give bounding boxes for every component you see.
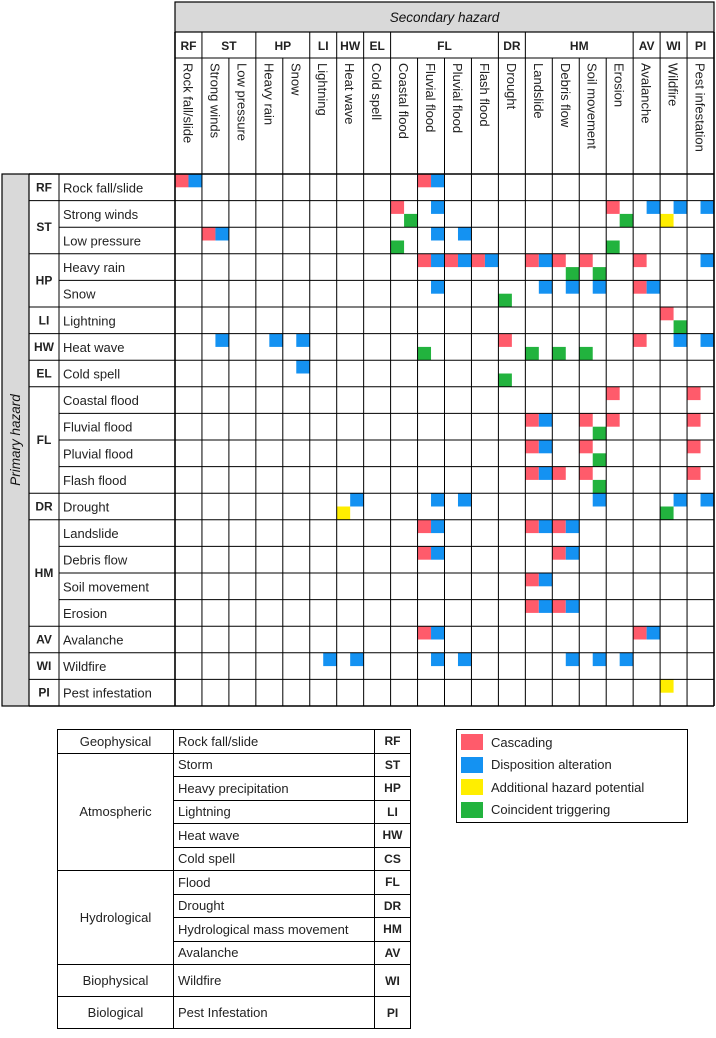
cell-mark xyxy=(552,600,565,613)
cell-mark xyxy=(566,280,579,293)
cell-mark xyxy=(660,307,673,320)
row-hazard-label: Low pressure xyxy=(63,233,142,249)
cell-mark xyxy=(296,360,309,373)
column-hazard-label: Heat wave xyxy=(342,63,358,125)
legend-table-row xyxy=(58,871,411,895)
row-hazard-label: Pest infestation xyxy=(63,685,152,701)
cell-mark xyxy=(431,174,444,187)
cell-mark xyxy=(593,480,606,493)
cell-mark xyxy=(552,520,565,533)
cell-mark xyxy=(687,440,700,453)
hazard-classification-table xyxy=(57,729,411,1029)
cell-mark xyxy=(431,254,444,267)
cell-mark xyxy=(498,294,511,307)
cell-mark xyxy=(660,214,673,227)
cell-mark xyxy=(391,241,404,254)
cell-mark xyxy=(539,520,552,533)
cell-mark xyxy=(525,520,538,533)
cell-mark xyxy=(202,227,215,240)
row-hazard-label: Avalanche xyxy=(63,632,124,648)
cell-mark xyxy=(620,214,633,227)
legend-swatch xyxy=(461,779,483,795)
cell-mark xyxy=(539,600,552,613)
cell-mark xyxy=(445,254,458,267)
column-hazard-label: Soil movement xyxy=(584,63,600,149)
cell-mark xyxy=(431,227,444,240)
cell-mark xyxy=(552,467,565,480)
hazard-code-cell: RF xyxy=(375,730,411,754)
legend-swatch xyxy=(461,734,483,750)
cell-mark xyxy=(593,493,606,506)
cell-mark xyxy=(579,254,592,267)
cell-mark xyxy=(525,254,538,267)
row-group-code-li: LI xyxy=(38,313,50,328)
row-hazard-label: Erosion xyxy=(63,605,108,621)
hazard-name-cell: Avalanche xyxy=(174,941,375,965)
group-code-rf: RF xyxy=(180,39,197,53)
cell-mark xyxy=(269,334,282,347)
cell-mark xyxy=(350,493,363,506)
cell-mark xyxy=(593,453,606,466)
column-hazard-label: Avalanche xyxy=(638,63,654,124)
row-hazard-label: Heat wave xyxy=(63,339,125,355)
cell-mark xyxy=(579,413,592,426)
cell-mark xyxy=(471,254,484,267)
cell-mark xyxy=(418,174,431,187)
cell-mark xyxy=(458,254,471,267)
cell-mark xyxy=(606,413,619,426)
cell-mark xyxy=(674,334,687,347)
cell-mark xyxy=(633,254,646,267)
cell-mark xyxy=(296,334,309,347)
cell-mark xyxy=(566,267,579,280)
cell-mark xyxy=(458,493,471,506)
row-hazard-label: Snow xyxy=(63,286,96,302)
column-hazard-label: Pest infestation xyxy=(692,63,708,152)
row-group-code-hm: HM xyxy=(34,566,54,580)
cell-mark xyxy=(593,427,606,440)
hazard-name-cell: Lightning xyxy=(174,800,375,824)
column-hazard-label: Strong winds xyxy=(207,63,223,139)
cell-mark xyxy=(391,201,404,214)
cell-mark xyxy=(539,467,552,480)
cell-mark xyxy=(485,254,498,267)
hazard-name-cell: Hydrological mass movement xyxy=(174,918,375,942)
legend-table-row xyxy=(58,997,411,1029)
cell-mark xyxy=(633,334,646,347)
cell-mark xyxy=(606,387,619,400)
cell-mark xyxy=(350,653,363,666)
group-code-el: EL xyxy=(369,39,385,53)
row-hazard-label: Drought xyxy=(63,499,110,515)
column-hazard-label: Flash flood xyxy=(476,63,492,127)
column-hazard-label: Pluvial flood xyxy=(449,63,465,134)
row-group-code-el: EL xyxy=(36,366,52,381)
category-cell: Atmospheric xyxy=(58,753,174,871)
group-code-st: ST xyxy=(221,39,237,53)
cell-mark xyxy=(525,413,538,426)
cell-mark xyxy=(620,653,633,666)
legend-label: Coincident triggering xyxy=(491,802,611,817)
cell-mark xyxy=(579,440,592,453)
hazard-code-cell: LI xyxy=(375,800,411,824)
category-cell: Geophysical xyxy=(58,730,174,754)
row-hazard-label: Debris flow xyxy=(63,552,128,568)
hazard-code-cell: PI xyxy=(375,997,411,1029)
row-group-code-av: AV xyxy=(36,632,52,647)
hazard-code-cell: HM xyxy=(375,918,411,942)
group-code-hm: HM xyxy=(569,39,589,53)
legend-table-row xyxy=(58,730,411,754)
cell-mark xyxy=(552,254,565,267)
cell-mark xyxy=(633,280,646,293)
hazard-code-cell: CS xyxy=(375,847,411,871)
cell-mark xyxy=(323,653,336,666)
hazard-code-cell: WI xyxy=(375,965,411,997)
legend-entry xyxy=(461,757,612,773)
legend-swatch xyxy=(461,757,483,773)
cell-mark xyxy=(566,600,579,613)
hazard-code-cell: ST xyxy=(375,753,411,777)
cell-mark xyxy=(539,573,552,586)
cell-mark xyxy=(674,201,687,214)
column-hazard-label: Low pressure xyxy=(234,63,250,142)
row-hazard-label: Wildfire xyxy=(63,659,107,675)
cell-mark xyxy=(701,201,714,214)
hazard-name-cell: Wildfire xyxy=(174,965,375,997)
cell-mark xyxy=(606,201,619,214)
category-cell: Hydrological xyxy=(58,871,174,965)
group-code-av: AV xyxy=(638,39,655,53)
secondary-hazard-title: Secondary hazard xyxy=(389,10,500,25)
cell-mark xyxy=(431,520,444,533)
column-hazard-label: Coastal flood xyxy=(396,63,412,139)
row-hazard-label: Heavy rain xyxy=(63,260,126,276)
cell-mark xyxy=(701,493,714,506)
column-hazard-label: Fluvial flood xyxy=(423,63,439,133)
row-group-code-pi: PI xyxy=(38,685,50,700)
cell-mark xyxy=(175,174,188,187)
cell-mark xyxy=(647,626,660,639)
row-group-code-fl: FL xyxy=(36,433,52,447)
cell-mark xyxy=(431,626,444,639)
row-group-code-dr: DR xyxy=(35,499,53,514)
cell-mark xyxy=(188,174,201,187)
hazard-name-cell: Heavy precipitation xyxy=(174,777,375,801)
cell-mark xyxy=(539,413,552,426)
row-hazard-label: Lightning xyxy=(63,313,116,329)
hazard-name-cell: Cold spell xyxy=(174,847,375,871)
cell-mark xyxy=(525,467,538,480)
legend-label: Disposition alteration xyxy=(491,757,612,772)
group-code-fl: FL xyxy=(437,39,452,53)
cell-mark xyxy=(687,387,700,400)
group-code-hp: HP xyxy=(274,39,292,53)
cell-mark xyxy=(674,493,687,506)
hazard-code-cell: HW xyxy=(375,824,411,848)
column-hazard-label: Lightning xyxy=(315,63,331,116)
legend-entry xyxy=(461,802,610,818)
column-hazard-label: Cold spell xyxy=(369,63,385,121)
cell-mark xyxy=(552,347,565,360)
category-cell: Biological xyxy=(58,997,174,1029)
group-code-hw: HW xyxy=(340,39,361,53)
cell-mark xyxy=(431,653,444,666)
row-hazard-label: Strong winds xyxy=(63,206,139,222)
column-hazard-label: Drought xyxy=(503,63,519,110)
column-hazard-label: Heavy rain xyxy=(261,63,277,126)
row-hazard-label: Coastal flood xyxy=(63,393,139,409)
cell-mark xyxy=(660,679,673,692)
legend-entry xyxy=(461,734,552,750)
hazard-name-cell: Rock fall/slide xyxy=(174,730,375,754)
row-hazard-label: Pluvial flood xyxy=(63,446,134,462)
cell-mark xyxy=(701,334,714,347)
cell-mark xyxy=(525,440,538,453)
group-code-wi: WI xyxy=(666,39,681,53)
cell-mark xyxy=(215,227,228,240)
cell-mark xyxy=(539,440,552,453)
legend-table-row xyxy=(58,965,411,997)
legend-swatch xyxy=(461,802,483,818)
cell-mark xyxy=(498,374,511,387)
column-hazard-label: Rock fall/slide xyxy=(180,63,196,144)
cell-mark xyxy=(593,653,606,666)
cell-mark xyxy=(606,241,619,254)
row-group-code-st: ST xyxy=(36,220,52,235)
hazard-code-cell: FL xyxy=(375,871,411,895)
cell-mark xyxy=(647,280,660,293)
cell-mark xyxy=(525,600,538,613)
column-hazard-label: Erosion xyxy=(611,63,627,108)
cell-mark xyxy=(539,254,552,267)
row-group-code-hw: HW xyxy=(34,339,54,354)
cell-mark xyxy=(337,507,350,520)
cell-mark xyxy=(404,214,417,227)
group-code-li: LI xyxy=(317,39,329,53)
cell-mark xyxy=(431,546,444,559)
group-code-dr: DR xyxy=(503,39,521,53)
cell-mark xyxy=(431,201,444,214)
primary-hazard-title: Primary hazard xyxy=(8,394,23,486)
hazard-name-cell: Pest Infestation xyxy=(174,997,375,1029)
cell-mark xyxy=(458,653,471,666)
row-hazard-label: Fluvial flood xyxy=(63,419,133,435)
cell-mark xyxy=(633,626,646,639)
row-group-code-wi: WI xyxy=(36,659,52,674)
cell-mark xyxy=(566,546,579,559)
cell-mark xyxy=(593,267,606,280)
hazard-name-cell: Drought xyxy=(174,894,375,918)
row-hazard-label: Soil movement xyxy=(63,579,149,595)
cell-mark xyxy=(660,507,673,520)
cell-mark xyxy=(647,201,660,214)
legend-label: Cascading xyxy=(491,734,553,750)
hazard-code-cell: AV xyxy=(375,941,411,965)
cell-mark xyxy=(566,653,579,666)
cell-mark xyxy=(579,467,592,480)
cell-mark xyxy=(701,254,714,267)
hazard-name-cell: Flood xyxy=(174,871,375,895)
category-cell: Biophysical xyxy=(58,965,174,997)
column-hazard-label: Wildfire xyxy=(665,63,681,107)
hazard-name-cell: Storm xyxy=(174,753,375,777)
legend-table-row xyxy=(58,753,411,777)
row-hazard-label: Cold spell xyxy=(63,366,121,382)
cell-mark xyxy=(215,334,228,347)
cell-mark xyxy=(566,520,579,533)
legend-label: Additional hazard potential xyxy=(491,779,645,795)
matrix-grid xyxy=(29,32,714,706)
cell-mark xyxy=(593,280,606,293)
cell-mark xyxy=(418,520,431,533)
column-hazard-label: Snow xyxy=(288,63,304,96)
interaction-type-legend xyxy=(456,729,688,823)
hazard-code-cell: DR xyxy=(375,894,411,918)
cell-mark xyxy=(579,347,592,360)
cell-mark xyxy=(539,280,552,293)
row-group-code-hp: HP xyxy=(35,273,53,288)
cell-mark xyxy=(552,546,565,559)
row-hazard-label: Flash flood xyxy=(63,472,127,488)
hazard-name-cell: Heat wave xyxy=(174,824,375,848)
hazard-code-cell: HP xyxy=(375,777,411,801)
cell-mark xyxy=(498,334,511,347)
row-hazard-label: Rock fall/slide xyxy=(63,180,144,196)
cell-mark xyxy=(525,573,538,586)
cell-mark xyxy=(431,280,444,293)
cell-mark xyxy=(687,467,700,480)
cell-mark xyxy=(458,227,471,240)
column-hazard-label: Debris flow xyxy=(557,63,573,128)
legend-entry xyxy=(461,779,644,795)
cell-mark xyxy=(418,626,431,639)
cell-mark xyxy=(418,347,431,360)
group-code-pi: PI xyxy=(694,39,707,53)
cell-mark xyxy=(687,413,700,426)
cell-mark xyxy=(674,320,687,333)
cell-mark xyxy=(525,347,538,360)
cell-mark xyxy=(431,493,444,506)
cell-mark xyxy=(418,254,431,267)
row-group-code-rf: RF xyxy=(36,180,52,195)
cell-mark xyxy=(418,546,431,559)
row-hazard-label: Landslide xyxy=(63,526,119,542)
column-hazard-label: Landslide xyxy=(530,63,546,119)
